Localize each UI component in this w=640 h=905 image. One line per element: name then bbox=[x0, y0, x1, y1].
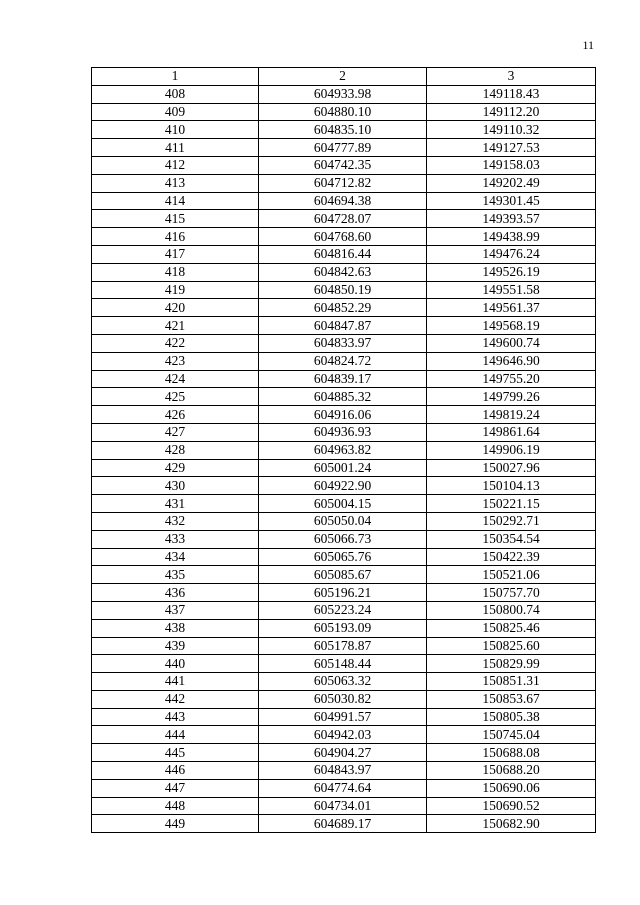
y-coordinate-cell: 149301.45 bbox=[427, 192, 596, 210]
table-row bbox=[92, 584, 596, 602]
y-coordinate-cell: 150851.31 bbox=[427, 673, 596, 691]
table-header-row bbox=[92, 68, 596, 86]
point-number-cell: 410 bbox=[92, 121, 259, 139]
point-number-cell: 421 bbox=[92, 317, 259, 335]
table-row bbox=[92, 459, 596, 477]
y-coordinate-cell: 149526.19 bbox=[427, 263, 596, 281]
table-row bbox=[92, 174, 596, 192]
x-coordinate-cell: 604922.90 bbox=[259, 477, 427, 495]
table-row bbox=[92, 121, 596, 139]
table-row bbox=[92, 192, 596, 210]
point-number-cell: 416 bbox=[92, 228, 259, 246]
point-number-cell: 417 bbox=[92, 245, 259, 263]
point-number-cell: 445 bbox=[92, 744, 259, 762]
x-coordinate-cell: 604833.97 bbox=[259, 334, 427, 352]
table-row bbox=[92, 566, 596, 584]
y-coordinate-cell: 150690.52 bbox=[427, 797, 596, 815]
point-number-cell: 425 bbox=[92, 388, 259, 406]
y-coordinate-cell: 149476.24 bbox=[427, 245, 596, 263]
point-number-cell: 415 bbox=[92, 210, 259, 228]
x-coordinate-cell: 604824.72 bbox=[259, 352, 427, 370]
point-number-cell: 420 bbox=[92, 299, 259, 317]
point-number-cell: 440 bbox=[92, 655, 259, 673]
x-coordinate-cell: 604728.07 bbox=[259, 210, 427, 228]
y-coordinate-cell: 150104.13 bbox=[427, 477, 596, 495]
table-row bbox=[92, 245, 596, 263]
table-row bbox=[92, 601, 596, 619]
table-row bbox=[92, 530, 596, 548]
x-coordinate-cell: 604936.93 bbox=[259, 423, 427, 441]
x-coordinate-cell: 604963.82 bbox=[259, 441, 427, 459]
x-coordinate-cell: 604885.32 bbox=[259, 388, 427, 406]
point-number-cell: 439 bbox=[92, 637, 259, 655]
x-coordinate-cell: 605066.73 bbox=[259, 530, 427, 548]
y-coordinate-cell: 149118.43 bbox=[427, 85, 596, 103]
x-coordinate-cell: 604852.29 bbox=[259, 299, 427, 317]
y-coordinate-cell: 149755.20 bbox=[427, 370, 596, 388]
x-coordinate-cell: 604933.98 bbox=[259, 85, 427, 103]
point-number-cell: 435 bbox=[92, 566, 259, 584]
table-row bbox=[92, 281, 596, 299]
point-number-cell: 412 bbox=[92, 156, 259, 174]
table-row bbox=[92, 352, 596, 370]
table-row bbox=[92, 673, 596, 691]
y-coordinate-cell: 149861.64 bbox=[427, 423, 596, 441]
y-coordinate-cell: 149561.37 bbox=[427, 299, 596, 317]
y-coordinate-cell: 149110.32 bbox=[427, 121, 596, 139]
y-coordinate-cell: 150688.08 bbox=[427, 744, 596, 762]
x-coordinate-cell: 604742.35 bbox=[259, 156, 427, 174]
point-number-cell: 438 bbox=[92, 619, 259, 637]
table-row bbox=[92, 512, 596, 530]
table-row bbox=[92, 637, 596, 655]
y-coordinate-cell: 149112.20 bbox=[427, 103, 596, 121]
y-coordinate-cell: 150829.99 bbox=[427, 655, 596, 673]
table-row bbox=[92, 139, 596, 157]
x-coordinate-cell: 604843.97 bbox=[259, 762, 427, 780]
column-header-point: 1 bbox=[92, 68, 259, 86]
y-coordinate-cell: 149568.19 bbox=[427, 317, 596, 335]
point-number-cell: 422 bbox=[92, 334, 259, 352]
table-body bbox=[92, 85, 596, 832]
point-number-cell: 441 bbox=[92, 673, 259, 691]
table-row bbox=[92, 477, 596, 495]
table-row bbox=[92, 388, 596, 406]
y-coordinate-cell: 150354.54 bbox=[427, 530, 596, 548]
table-row bbox=[92, 423, 596, 441]
point-number-cell: 411 bbox=[92, 139, 259, 157]
point-number-cell: 434 bbox=[92, 548, 259, 566]
point-number-cell: 432 bbox=[92, 512, 259, 530]
y-coordinate-cell: 150853.67 bbox=[427, 690, 596, 708]
y-coordinate-cell: 150825.60 bbox=[427, 637, 596, 655]
y-coordinate-cell: 149438.99 bbox=[427, 228, 596, 246]
point-number-cell: 426 bbox=[92, 406, 259, 424]
table-row bbox=[92, 779, 596, 797]
x-coordinate-cell: 605065.76 bbox=[259, 548, 427, 566]
x-coordinate-cell: 605196.21 bbox=[259, 584, 427, 602]
y-coordinate-cell: 150757.70 bbox=[427, 584, 596, 602]
x-coordinate-cell: 604734.01 bbox=[259, 797, 427, 815]
table-row bbox=[92, 317, 596, 335]
table-row bbox=[92, 228, 596, 246]
y-coordinate-cell: 150221.15 bbox=[427, 495, 596, 513]
point-number-cell: 437 bbox=[92, 601, 259, 619]
x-coordinate-cell: 604916.06 bbox=[259, 406, 427, 424]
point-number-cell: 444 bbox=[92, 726, 259, 744]
y-coordinate-cell: 150292.71 bbox=[427, 512, 596, 530]
table-row bbox=[92, 334, 596, 352]
x-coordinate-cell: 604839.17 bbox=[259, 370, 427, 388]
point-number-cell: 442 bbox=[92, 690, 259, 708]
x-coordinate-cell: 605178.87 bbox=[259, 637, 427, 655]
table-row bbox=[92, 406, 596, 424]
x-coordinate-cell: 604842.63 bbox=[259, 263, 427, 281]
y-coordinate-cell: 149551.58 bbox=[427, 281, 596, 299]
y-coordinate-cell: 149202.49 bbox=[427, 174, 596, 192]
x-coordinate-cell: 604777.89 bbox=[259, 139, 427, 157]
y-coordinate-cell: 150745.04 bbox=[427, 726, 596, 744]
y-coordinate-cell: 149819.24 bbox=[427, 406, 596, 424]
point-number-cell: 424 bbox=[92, 370, 259, 388]
table-row bbox=[92, 619, 596, 637]
x-coordinate-cell: 605001.24 bbox=[259, 459, 427, 477]
table-row bbox=[92, 548, 596, 566]
x-coordinate-cell: 604991.57 bbox=[259, 708, 427, 726]
x-coordinate-cell: 605063.32 bbox=[259, 673, 427, 691]
table-row bbox=[92, 726, 596, 744]
x-coordinate-cell: 605085.67 bbox=[259, 566, 427, 584]
point-number-cell: 418 bbox=[92, 263, 259, 281]
y-coordinate-cell: 149906.19 bbox=[427, 441, 596, 459]
coordinates-table bbox=[91, 67, 596, 833]
table-row bbox=[92, 85, 596, 103]
y-coordinate-cell: 150422.39 bbox=[427, 548, 596, 566]
table-row bbox=[92, 441, 596, 459]
y-coordinate-cell: 150800.74 bbox=[427, 601, 596, 619]
y-coordinate-cell: 150027.96 bbox=[427, 459, 596, 477]
x-coordinate-cell: 604816.44 bbox=[259, 245, 427, 263]
y-coordinate-cell: 150825.46 bbox=[427, 619, 596, 637]
y-coordinate-cell: 149127.53 bbox=[427, 139, 596, 157]
point-number-cell: 409 bbox=[92, 103, 259, 121]
x-coordinate-cell: 604850.19 bbox=[259, 281, 427, 299]
point-number-cell: 448 bbox=[92, 797, 259, 815]
x-coordinate-cell: 604768.60 bbox=[259, 228, 427, 246]
point-number-cell: 449 bbox=[92, 815, 259, 833]
table-row bbox=[92, 815, 596, 833]
y-coordinate-cell: 150805.38 bbox=[427, 708, 596, 726]
table-row bbox=[92, 708, 596, 726]
y-coordinate-cell: 149158.03 bbox=[427, 156, 596, 174]
point-number-cell: 447 bbox=[92, 779, 259, 797]
y-coordinate-cell: 149393.57 bbox=[427, 210, 596, 228]
x-coordinate-cell: 604774.64 bbox=[259, 779, 427, 797]
point-number-cell: 408 bbox=[92, 85, 259, 103]
y-coordinate-cell: 150521.06 bbox=[427, 566, 596, 584]
table-row bbox=[92, 495, 596, 513]
point-number-cell: 428 bbox=[92, 441, 259, 459]
x-coordinate-cell: 604689.17 bbox=[259, 815, 427, 833]
column-header-y: 3 bbox=[427, 68, 596, 86]
x-coordinate-cell: 604712.82 bbox=[259, 174, 427, 192]
table-row bbox=[92, 762, 596, 780]
x-coordinate-cell: 604942.03 bbox=[259, 726, 427, 744]
point-number-cell: 414 bbox=[92, 192, 259, 210]
table-row bbox=[92, 299, 596, 317]
x-coordinate-cell: 604694.38 bbox=[259, 192, 427, 210]
table-row bbox=[92, 156, 596, 174]
x-coordinate-cell: 605050.04 bbox=[259, 512, 427, 530]
point-number-cell: 431 bbox=[92, 495, 259, 513]
point-number-cell: 427 bbox=[92, 423, 259, 441]
table-row bbox=[92, 103, 596, 121]
table-row bbox=[92, 263, 596, 281]
point-number-cell: 429 bbox=[92, 459, 259, 477]
point-number-cell: 436 bbox=[92, 584, 259, 602]
x-coordinate-cell: 604880.10 bbox=[259, 103, 427, 121]
y-coordinate-cell: 150688.20 bbox=[427, 762, 596, 780]
x-coordinate-cell: 605193.09 bbox=[259, 619, 427, 637]
point-number-cell: 446 bbox=[92, 762, 259, 780]
x-coordinate-cell: 605004.15 bbox=[259, 495, 427, 513]
y-coordinate-cell: 150690.06 bbox=[427, 779, 596, 797]
point-number-cell: 413 bbox=[92, 174, 259, 192]
point-number-cell: 443 bbox=[92, 708, 259, 726]
y-coordinate-cell: 149646.90 bbox=[427, 352, 596, 370]
x-coordinate-cell: 604847.87 bbox=[259, 317, 427, 335]
x-coordinate-cell: 604835.10 bbox=[259, 121, 427, 139]
table-row bbox=[92, 370, 596, 388]
point-number-cell: 423 bbox=[92, 352, 259, 370]
x-coordinate-cell: 605030.82 bbox=[259, 690, 427, 708]
y-coordinate-cell: 150682.90 bbox=[427, 815, 596, 833]
point-number-cell: 430 bbox=[92, 477, 259, 495]
x-coordinate-cell: 604904.27 bbox=[259, 744, 427, 762]
point-number-cell: 433 bbox=[92, 530, 259, 548]
table-row bbox=[92, 797, 596, 815]
column-header-x: 2 bbox=[259, 68, 427, 86]
x-coordinate-cell: 605223.24 bbox=[259, 601, 427, 619]
table-row bbox=[92, 744, 596, 762]
table-row bbox=[92, 210, 596, 228]
table-row bbox=[92, 655, 596, 673]
point-number-cell: 419 bbox=[92, 281, 259, 299]
table-row bbox=[92, 690, 596, 708]
y-coordinate-cell: 149799.26 bbox=[427, 388, 596, 406]
x-coordinate-cell: 605148.44 bbox=[259, 655, 427, 673]
page-number: 11 bbox=[582, 38, 594, 52]
y-coordinate-cell: 149600.74 bbox=[427, 334, 596, 352]
